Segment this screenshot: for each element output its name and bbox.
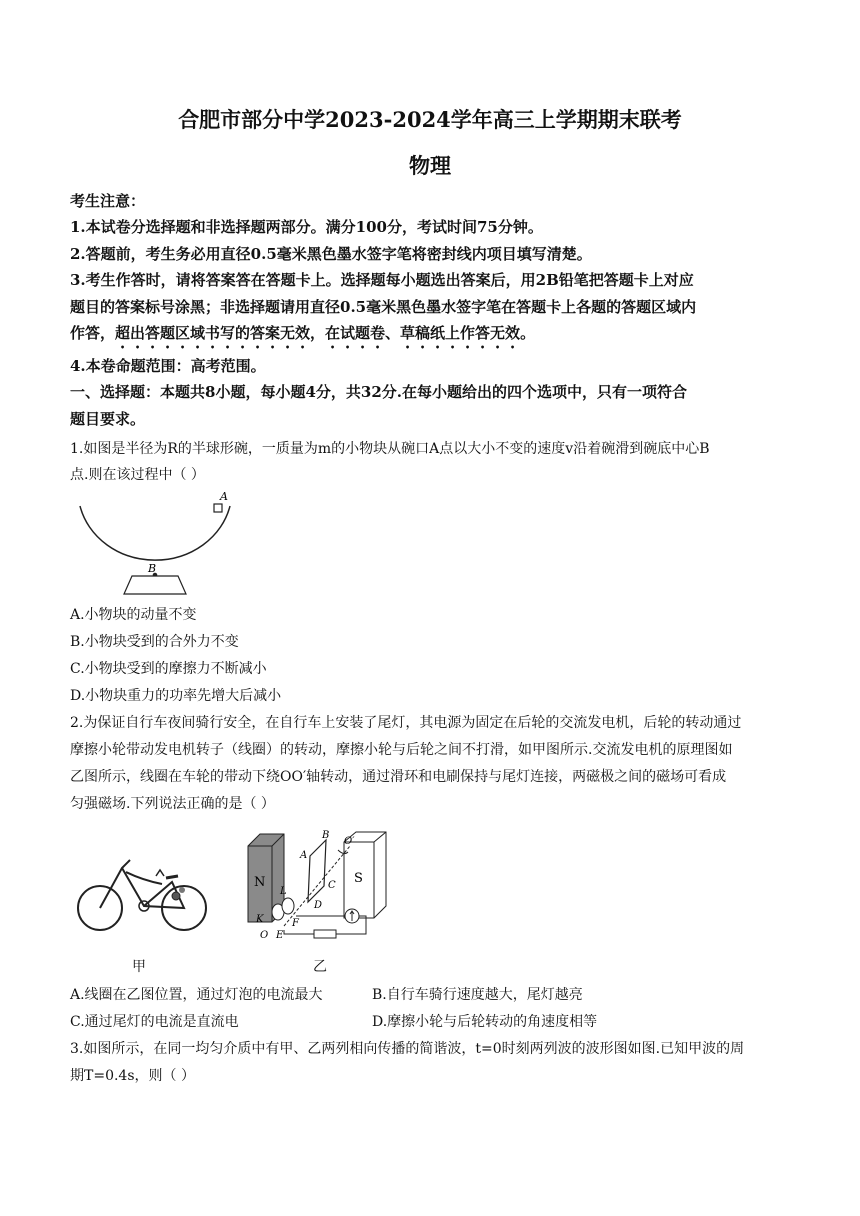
- north-pole-label: N: [254, 875, 266, 890]
- svg-text:F: F: [292, 918, 299, 929]
- q1-option-c: C.小物块受到的摩擦力不断减小: [70, 661, 267, 677]
- notice-item-4: 4.本卷命题范围：高考范围。: [70, 357, 266, 375]
- notice-item-3-prefix: 作答，: [70, 324, 116, 342]
- rotating-coil: [308, 840, 326, 902]
- section-1-header-line-2: 题目要求。: [70, 410, 146, 428]
- svg-text:E: E: [276, 930, 284, 941]
- exam-title: 合肥市部分中学2023-2024学年高三上学期期末联考: [178, 107, 682, 132]
- notice-item-2: 2.答题前，考生务必用直径0.5毫米黑色墨水签字笔将密封线内项目填写清楚。: [70, 245, 592, 263]
- q2-stem-line-3: 乙图所示，线圈在车轮的带动下绕OO′轴转动，通过滑环和电刷保持与尾灯连接，两磁极之间的磁场可看成: [70, 769, 727, 785]
- hemisphere-bowl-figure: [70, 488, 240, 600]
- bowl-arc: [80, 506, 230, 560]
- figure-jia-caption: 甲: [132, 959, 146, 975]
- notice-item-3-line-2: 题目的答案标号涂黑；非选择题请用直径0.5毫米黑色墨水签字笔在答题卡上各题的答题区域内: [70, 298, 697, 316]
- q2-stem-line-2: 摩擦小轮带动发电机转子（线圈）的转动，摩擦小轮与后轮之间不打滑，如甲图所示.交流发电机的原理图如: [70, 742, 733, 758]
- slip-ring-l: [282, 898, 294, 914]
- q1-option-b: B.小物块受到的合外力不变: [70, 634, 239, 650]
- notice-item-3-end: 。: [520, 324, 536, 342]
- q3-stem-line-1: 3.如图所示，在同一均匀介质中有甲、乙两列相向传播的简谐波，t=0时刻两列波的波形图如图.已知甲波的周: [70, 1041, 745, 1057]
- generator-wheel: [172, 892, 180, 900]
- svg-text:B: B: [322, 830, 330, 841]
- south-pole-label: S: [354, 871, 363, 886]
- svg-text:L: L: [280, 886, 287, 897]
- bowl-stand: [124, 576, 186, 594]
- svg-text:O′: O′: [344, 836, 355, 847]
- notice-item-3-emphasis-1: 超出答题区域书写的答案无效: [115, 324, 311, 342]
- q2-option-a: A.线圈在乙图位置，通过灯泡的电流最大: [70, 987, 323, 1003]
- svg-text:A: A: [300, 850, 308, 861]
- notice-item-3-line-3: [70, 322, 535, 352]
- notice-item-1: 1.本试卷分选择题和非选择题两部分。满分100分，考试时间75分钟。: [70, 218, 543, 236]
- svg-text:K: K: [256, 914, 264, 925]
- q1-stem-line-1: 1.如图是半径为R的半球形碗，一质量为m的小物块从碗口A点以大小不变的速度v沿着碗滑到碗底中心B: [70, 441, 710, 457]
- q1-stem-line-2: 点.则在该过程中（ ）: [70, 467, 205, 483]
- point-a-label: A: [220, 490, 228, 503]
- q1-option-a: A.小物块的动量不变: [70, 607, 197, 623]
- figure-yi-caption: 乙: [313, 959, 327, 975]
- notice-item-3-mid: ，: [310, 324, 326, 342]
- svg-text:O: O: [260, 930, 269, 941]
- q2-option-b: B.自行车骑行速度越大，尾灯越亮: [372, 987, 583, 1003]
- subject-title: 物理: [409, 153, 451, 178]
- notice-item-3-emphasis-2: 在试题卷、草稿纸上作答无效: [325, 324, 521, 342]
- q1-option-d: D.小物块重力的功率先增大后减小: [70, 688, 282, 704]
- q2-option-c: C.通过尾灯的电流是直流电: [70, 1014, 239, 1030]
- bicycle-figure: [72, 850, 212, 940]
- q2-option-d: D.摩擦小轮与后轮转动的角速度相等: [372, 1014, 598, 1030]
- svg-text:C: C: [328, 880, 336, 891]
- q3-stem-line-2: 期T=0.4s，则（ ）: [70, 1068, 195, 1084]
- small-block: [214, 504, 222, 512]
- ac-generator-figure: [240, 826, 400, 946]
- section-1-header-line-1: 一、选择题：本题共8小题，每小题4分，共32分.在每小题给出的四个选项中，只有一项符合: [70, 383, 687, 401]
- tail-lamp-resistor: [314, 930, 336, 938]
- point-b-label: B: [148, 562, 157, 575]
- q2-stem-line-1: 2.为保证自行车夜间骑行安全，在自行车上安装了尾灯，其电源为固定在后轮的交流发电机，后轮的转动通过: [70, 715, 742, 731]
- q2-stem-line-4: 匀强磁场.下列说法正确的是（ ）: [70, 796, 275, 812]
- notice-heading: 考生注意：: [70, 192, 146, 210]
- notice-item-3-line-1: 3.考生作答时，请将答案答在答题卡上。选择题每小题选出答案后，用2B铅笔把答题卡上对应: [70, 271, 694, 289]
- svg-text:D: D: [314, 900, 323, 911]
